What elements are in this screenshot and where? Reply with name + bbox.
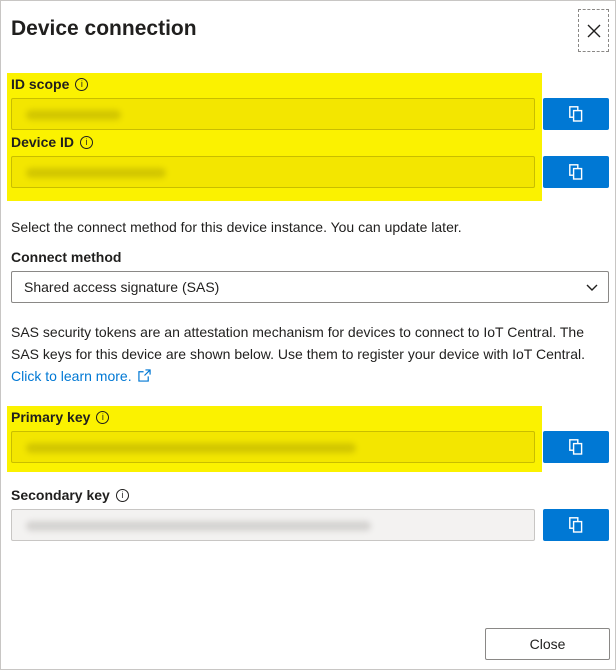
copy-icon [569,439,583,455]
sas-description-text: SAS security tokens are an attestation mechanism for devices to connect to IoT Central. The SAS keys for this device are shown below. Use them to register your device with IoT Central. [11,324,585,362]
id-scope-label: ID scope [11,76,70,92]
device-id-field[interactable] [11,156,535,188]
info-icon[interactable]: i [75,78,88,91]
id-scope-field[interactable] [11,98,535,130]
sas-description [11,321,607,387]
primary-key-label-group [11,409,109,425]
info-icon[interactable]: i [96,411,109,424]
primary-key-field[interactable] [11,431,535,463]
secondary-key-field[interactable] [11,509,535,541]
info-icon[interactable]: i [80,136,93,149]
copy-icon [569,106,583,122]
close-icon [587,24,601,38]
connect-method-value: Shared access signature (SAS) [24,279,220,295]
redacted-value [26,521,371,531]
copy-device-id-button[interactable] [543,156,609,188]
copy-icon [569,164,583,180]
redacted-value [26,168,166,178]
copy-primary-key-button[interactable] [543,431,609,463]
info-icon[interactable]: i [116,489,129,502]
learn-more-link[interactable]: Click to learn more. [11,368,132,384]
dialog-title: Device connection [11,17,197,40]
connect-instructions: Select the connect method for this device instance. You can update later. [11,219,462,235]
copy-icon [569,517,583,533]
external-link-icon[interactable] [138,369,151,382]
id-scope-label-group [11,76,88,92]
connect-method-select[interactable] [11,271,609,303]
primary-key-label: Primary key [11,409,91,425]
secondary-key-label: Secondary key [11,487,110,503]
copy-secondary-key-button[interactable] [543,509,609,541]
close-button[interactable]: Close [485,628,610,660]
secondary-key-label-group [11,487,129,503]
redacted-value [26,443,356,453]
device-id-label-group [11,134,93,150]
redacted-value [26,110,121,120]
device-id-label: Device ID [11,134,75,150]
close-dialog-button[interactable] [578,9,609,52]
connect-method-label: Connect method [11,249,122,265]
chevron-down-icon [586,281,598,293]
copy-id-scope-button[interactable] [543,98,609,130]
